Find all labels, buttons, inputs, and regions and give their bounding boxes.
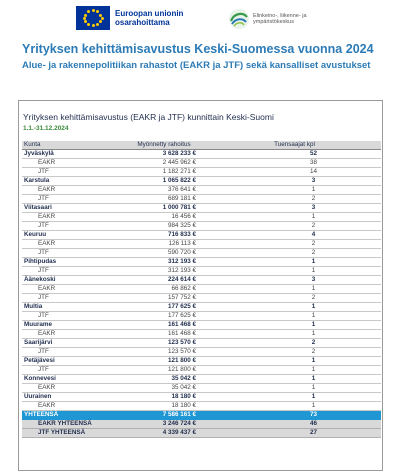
table-row-muni <box>22 375 381 384</box>
cell-amount: 177 625 € <box>120 312 208 321</box>
cell-count: 1 <box>208 366 381 375</box>
cell-name: JTF <box>22 168 120 177</box>
table-body <box>22 150 381 438</box>
cell-amount: 590 720 € <box>120 249 208 258</box>
cell-amount: 224 614 € <box>120 276 208 285</box>
table-row-muni <box>22 303 381 312</box>
cell-count: 1 <box>208 393 381 402</box>
eu-logo-text <box>115 9 183 27</box>
cell-name: Pihtipudas <box>22 258 120 267</box>
table-row-sub <box>22 159 381 168</box>
table-row-subtotal <box>22 420 381 429</box>
header-municipality: Kunta <box>22 141 120 150</box>
cell-count: 2 <box>208 339 381 348</box>
cell-amount: 984 325 € <box>120 222 208 231</box>
table-row-muni <box>22 150 381 159</box>
cell-name: EAKR <box>22 159 120 168</box>
cell-count: 3 <box>208 204 381 213</box>
cell-count: 2 <box>208 222 381 231</box>
cell-amount: 35 042 € <box>120 375 208 384</box>
cell-amount: 1 000 781 € <box>120 204 208 213</box>
cell-amount: 157 752 € <box>120 294 208 303</box>
cell-count: 3 <box>208 177 381 186</box>
cell-amount: 177 625 € <box>120 303 208 312</box>
cell-name: Karstula <box>22 177 120 186</box>
cell-count: 1 <box>208 186 381 195</box>
cell-count: 73 <box>208 411 381 420</box>
table-row-sub <box>22 249 381 258</box>
table-row-sub <box>22 267 381 276</box>
table-row-sub <box>22 348 381 357</box>
cell-name: EAKR <box>22 285 120 294</box>
cell-name: EAKR <box>22 240 120 249</box>
cell-count: 52 <box>208 150 381 159</box>
cell-count: 2 <box>208 249 381 258</box>
cell-amount: 18 180 € <box>120 393 208 402</box>
cell-count: 2 <box>208 294 381 303</box>
cell-count: 1 <box>208 375 381 384</box>
cell-name: EAKR YHTEENSÄ <box>22 420 120 429</box>
ely-logo-line1: Elinkeino-, liikenne- ja <box>253 12 307 19</box>
table-row-muni <box>22 204 381 213</box>
cell-amount: 161 468 € <box>120 330 208 339</box>
table-header-row <box>22 141 381 150</box>
cell-count: 1 <box>208 330 381 339</box>
cell-amount: 312 193 € <box>120 258 208 267</box>
ely-logo-text <box>253 13 307 26</box>
cell-name: Petäjävesi <box>22 357 120 366</box>
cell-count: 46 <box>208 420 381 429</box>
cell-count: 27 <box>208 429 381 438</box>
table-row-muni <box>22 258 381 267</box>
cell-amount: 123 570 € <box>120 348 208 357</box>
cell-name: EAKR <box>22 402 120 411</box>
cell-name: Muurame <box>22 321 120 330</box>
cell-amount: 126 113 € <box>120 240 208 249</box>
cell-count: 1 <box>208 258 381 267</box>
cell-amount: 716 833 € <box>120 231 208 240</box>
cell-name: Multia <box>22 303 120 312</box>
cell-amount: 121 800 € <box>120 357 208 366</box>
cell-name: JTF <box>22 222 120 231</box>
cell-name: JTF <box>22 267 120 276</box>
cell-count: 1 <box>208 312 381 321</box>
table-row-sub <box>22 168 381 177</box>
cell-name: JTF <box>22 348 120 357</box>
table-row-muni <box>22 231 381 240</box>
cell-name: Saarijärvi <box>22 339 120 348</box>
table-row-sub <box>22 312 381 321</box>
cell-count: 38 <box>208 159 381 168</box>
cell-amount: 3 628 233 € <box>120 150 208 159</box>
cell-amount: 689 181 € <box>120 195 208 204</box>
cell-count: 1 <box>208 357 381 366</box>
cell-count: 2 <box>208 195 381 204</box>
cell-amount: 161 468 € <box>120 321 208 330</box>
cell-amount: 4 339 437 € <box>120 429 208 438</box>
cell-amount: 121 800 € <box>120 366 208 375</box>
cell-amount: 18 180 € <box>120 402 208 411</box>
cell-amount: 1 065 822 € <box>120 177 208 186</box>
cell-name: JTF <box>22 195 120 204</box>
header-recipients: Tuensaajat kpl <box>208 141 381 150</box>
header-funding: Myönnetty rahoitus <box>120 141 208 150</box>
cell-amount: 3 246 724 € <box>120 420 208 429</box>
cell-count: 2 <box>208 348 381 357</box>
table-row-sub <box>22 330 381 339</box>
cell-count: 1 <box>208 303 381 312</box>
table-row-muni <box>22 177 381 186</box>
cell-count: 1 <box>208 213 381 222</box>
cell-count: 2 <box>208 240 381 249</box>
ely-swirl-icon <box>228 8 250 30</box>
table-row-sub <box>22 222 381 231</box>
cell-name: Jyväskylä <box>22 150 120 159</box>
cell-name: Viitasaari <box>22 204 120 213</box>
table-row-sub <box>22 294 381 303</box>
page-subtitle: Alue- ja rakennepolitiikan rahastot (EAKR ja JTF) sekä kansalliset avustukset <box>22 60 371 71</box>
cell-name: EAKR <box>22 213 120 222</box>
cell-amount: 16 456 € <box>120 213 208 222</box>
table-row-sub <box>22 402 381 411</box>
table-row-sub <box>22 240 381 249</box>
cell-count: 14 <box>208 168 381 177</box>
page-title: Yrityksen kehittämisavustus Keski-Suomessa vuonna 2024 <box>22 42 374 56</box>
table-row-muni <box>22 393 381 402</box>
cell-amount: 2 445 962 € <box>120 159 208 168</box>
table-row-sub <box>22 285 381 294</box>
table-row-sub <box>22 186 381 195</box>
cell-amount: 1 182 271 € <box>120 168 208 177</box>
cell-name: EAKR <box>22 330 120 339</box>
table-row-sub <box>22 195 381 204</box>
cell-name: JTF <box>22 312 120 321</box>
cell-name: JTF <box>22 366 120 375</box>
panel-title: Yrityksen kehittämisavustus (EAKR ja JTF) kunnittain Keski-Suomi <box>23 112 274 122</box>
eu-logo-line2: osarahoittama <box>115 18 170 27</box>
funding-table <box>22 141 381 438</box>
panel-period: 1.1.-31.12.2024 <box>23 125 69 132</box>
cell-name: JTF <box>22 294 120 303</box>
cell-amount: 66 862 € <box>120 285 208 294</box>
cell-amount: 123 570 € <box>120 339 208 348</box>
table-row-muni <box>22 276 381 285</box>
cell-amount: 7 586 161 € <box>120 411 208 420</box>
cell-count: 1 <box>208 402 381 411</box>
cell-name: EAKR <box>22 186 120 195</box>
cell-amount: 35 042 € <box>120 384 208 393</box>
table-row-sub <box>22 384 381 393</box>
eu-logo <box>76 6 183 30</box>
ely-logo <box>228 8 307 30</box>
eu-logo-line1: Euroopan unionin <box>115 9 184 18</box>
cell-count: 3 <box>208 276 381 285</box>
table-row-subtotal <box>22 429 381 438</box>
cell-name: JTF <box>22 249 120 258</box>
cell-count: 4 <box>208 231 381 240</box>
cell-name: Äänekoski <box>22 276 120 285</box>
cell-name: YHTEENSÄ <box>22 411 120 420</box>
cell-amount: 312 193 € <box>120 267 208 276</box>
cell-name: Keuruu <box>22 231 120 240</box>
ely-logo-line2: ympäristökeskus <box>253 19 294 25</box>
cell-name: EAKR <box>22 384 120 393</box>
table-row-muni <box>22 357 381 366</box>
table-row-total <box>22 411 381 420</box>
cell-amount: 376 641 € <box>120 186 208 195</box>
cell-name: Uurainen <box>22 393 120 402</box>
cell-count: 1 <box>208 285 381 294</box>
table-row-sub <box>22 213 381 222</box>
cell-count: 1 <box>208 321 381 330</box>
table-row-sub <box>22 366 381 375</box>
eu-flag-icon <box>76 6 110 30</box>
table-row-muni <box>22 321 381 330</box>
table-row-muni <box>22 339 381 348</box>
funding-table-panel <box>18 100 383 471</box>
cell-name: Konnevesi <box>22 375 120 384</box>
cell-name: JTF YHTEENSÄ <box>22 429 120 438</box>
cell-count: 1 <box>208 384 381 393</box>
cell-count: 1 <box>208 267 381 276</box>
